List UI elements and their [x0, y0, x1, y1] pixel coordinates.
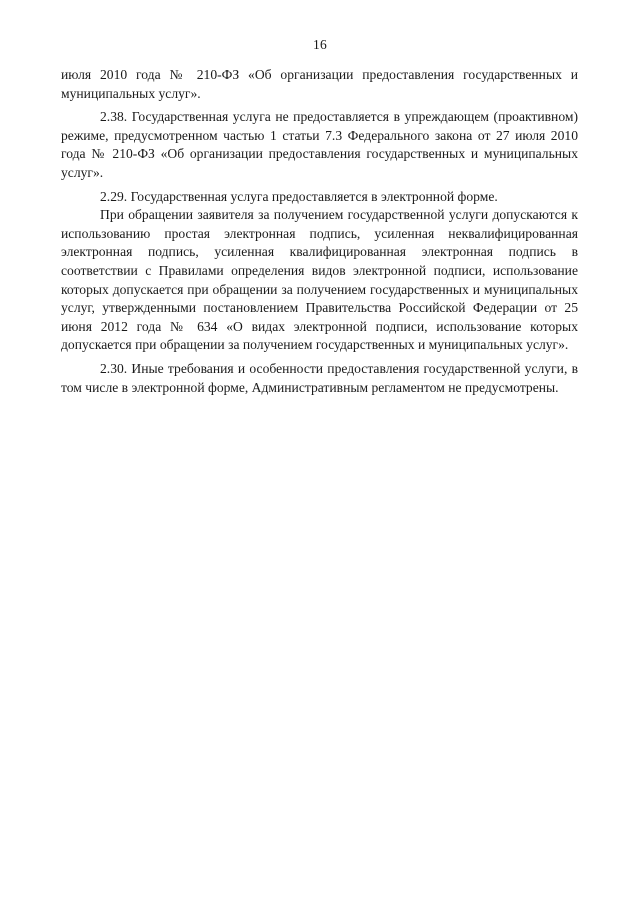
paragraph-2-30: 2.30. Иные требования и особенности предоставления государственной услуги, в том числе в электронной форме, Административным регламентом не предусмотрены.: [61, 360, 578, 395]
paragraph-2-29: 2.29. Государственная услуга предоставляется в электронной форме.: [100, 188, 498, 204]
document-body: [61, 66, 578, 397]
page-number: 16: [312, 37, 328, 52]
paragraph-2-38: 2.38. Государственная услуга не предоставляется в упреждающем (проактивном) режиме, предусмотренном частью 1 статьи 7.3 Федерального закона от 27 июля 2010 года № 210-ФЗ «Об организации предоставления государственных и муниципальных услуг».: [61, 109, 578, 180]
paragraph-continuation: июля 2010 года № 210-ФЗ «Об организации предоставления государственных и муниципальных услуг».: [61, 67, 578, 101]
paragraph-electronic-signature: При обращении заявителя за получением государственной услуги допускаются к использованию простая электронная подпись, усиленная неквалифицированная электронная подпись, усиленная квалифицированная электронная подпись в соответствии с Правилами определения видов электронной подписи, использование которых допускается при обращении за получением государственных и муниципальных услуг, утвержденными постановлением Правительства Российской Федерации от 25 июня 2012 года № 634 «О видах электронной подписи, использование которых допускается при обращении за получением государственных и муниципальных услуг».: [61, 207, 578, 353]
